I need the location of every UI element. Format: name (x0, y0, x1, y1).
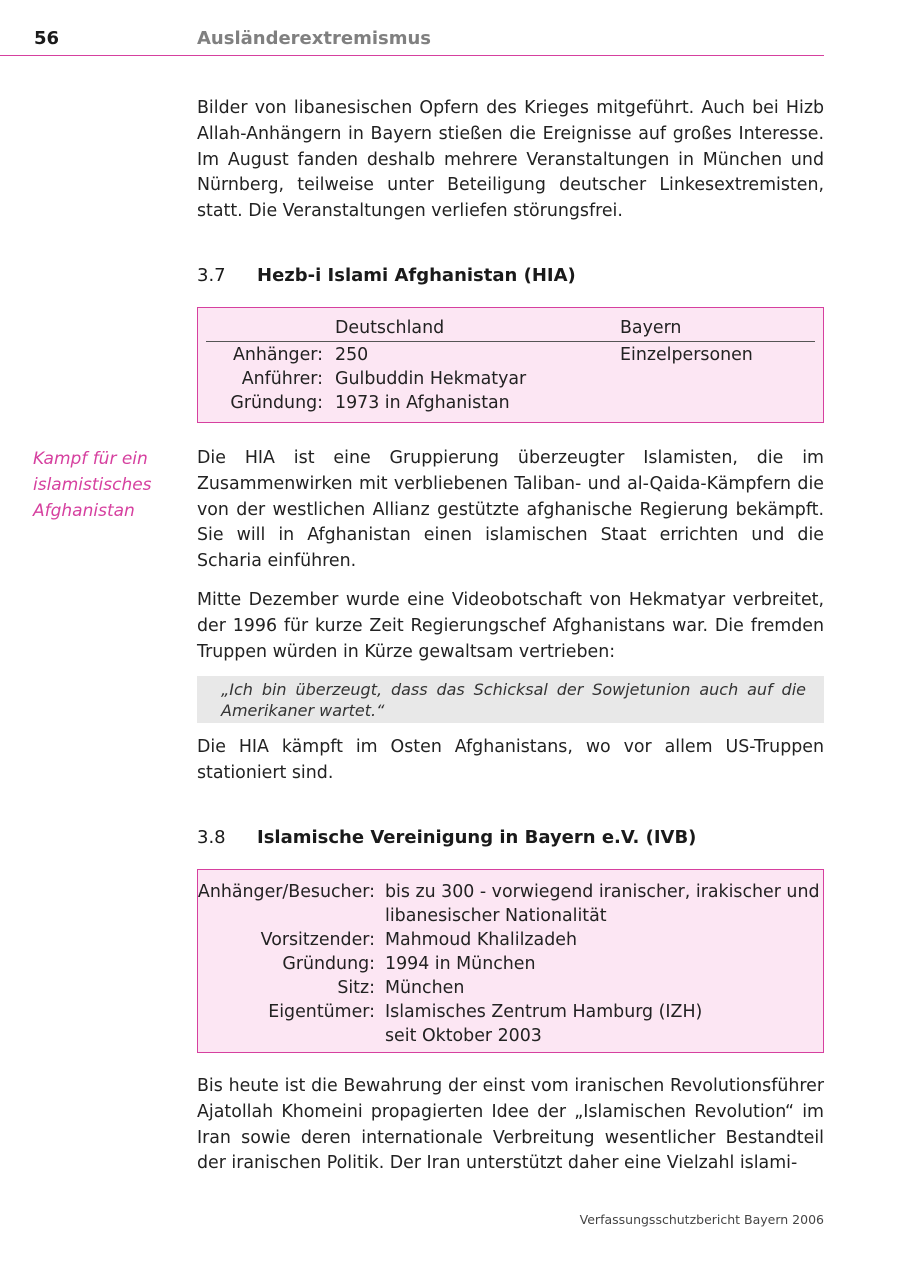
row-value: libanesischer Nationalität (385, 906, 607, 926)
row-label: Anhänger/Besucher: (197, 882, 375, 902)
row-value: 1994 in München (385, 954, 536, 974)
hia-box-header-row (198, 316, 823, 340)
ivb-info-box (197, 869, 824, 1053)
quote-text: „Ich bin überzeugt, dass das Schicksal der Sowjetunion auch auf die Amerikaner wartet.“ (221, 680, 806, 720)
row-value-germany: 1973 in Afghanistan (335, 393, 510, 413)
row-value-germany: 250 (335, 345, 369, 365)
row-label: Anführer: (241, 369, 323, 389)
table-row (198, 1024, 823, 1048)
section-title: Islamische Vereinigung in Bayern e.V. (IVB) (257, 827, 697, 848)
table-row (198, 976, 823, 1000)
row-label: Gründung: (230, 393, 323, 413)
table-row (198, 391, 823, 415)
column-header-bavaria: Bayern (620, 318, 682, 338)
table-row (198, 952, 823, 976)
row-value: Islamisches Zentrum Hamburg (IZH) (385, 1002, 703, 1022)
margin-note-line: Afghanistan (33, 500, 135, 521)
header-divider (0, 55, 824, 56)
margin-note-line: Kampf für ein (33, 449, 148, 469)
table-row (198, 343, 823, 367)
row-value: München (385, 978, 465, 998)
chapter-title: Ausländerextremismus (197, 28, 431, 49)
margin-note (33, 447, 183, 524)
intro-paragraph: Bilder von libanesischen Opfern des Krieges mitgeführt. Auch bei Hizb Allah-Anhängern in Bayern stießen die Ereignisse auf großes Interesse. Im August fanden deshalb mehrere Veranstaltungen in München und Nürnberg, teilweise unter Beteiligung deutscher Linkesextremisten, statt. Die Veranstaltungen verliefen störungsfrei. (197, 98, 824, 222)
row-value: Mahmoud Khalilzadeh (385, 930, 577, 950)
column-header-germany: Deutschland (335, 318, 445, 338)
row-label: Gründung: (282, 954, 375, 974)
section-heading-ivb (197, 827, 696, 848)
margin-note-line: islamistisches (33, 474, 152, 495)
hia-box-divider (206, 341, 815, 342)
quote-box (197, 676, 824, 723)
section-number: 3.7 (197, 265, 226, 286)
hia-paragraph-3: Die HIA kämpft im Osten Afghanistans, wo vor allem US-Truppen stationiert sind. (197, 737, 824, 783)
hia-paragraph-1: Die HIA ist eine Gruppierung überzeugter Islamisten, die im Zusammenwirken mit verbliebenen Taliban- und al-Qaida-Kämpfern die von der westlichen Allianz gestützte afghanische Regierung bekämpft. Sie will in Afghanistan einen islamischen Staat errichten und die Scharia einführen. (197, 448, 824, 572)
hia-paragraph-2: Mitte Dezember wurde eine Videobotschaft von Hekmatyar verbreitet, der 1996 für kurze Zeit Regierungschef Afghanistans war. Die fremden Truppen würden in Kürze gewaltsam vertrieben: (197, 590, 824, 662)
table-row (198, 904, 823, 928)
section-heading-hia (197, 265, 576, 286)
section-title: Hezb-i Islami Afghanistan (HIA) (257, 265, 576, 286)
row-label: Vorsitzender: (260, 930, 375, 950)
section-number: 3.8 (197, 827, 226, 848)
table-row (198, 880, 823, 904)
row-value-germany: Gulbuddin Hekmatyar (335, 369, 527, 389)
row-value: bis zu 300 - vorwiegend iranischer, irakischer und (385, 882, 820, 902)
table-row (198, 1000, 823, 1024)
row-label: Anhänger: (232, 345, 323, 365)
ivb-paragraph-1: Bis heute ist die Bewahrung der einst vom iranischen Revolutionsführer Ajatollah Khomeini propagierten Idee der „Islamischen Revolution“ im Iran sowie deren internationale Verbreitung wesentlicher Bestandteil der iranischen Politik. Der Iran unterstützt daher eine Vielzahl islami- (197, 1076, 824, 1174)
page-footer: Verfassungsschutzbericht Bayern 2006 (579, 1212, 824, 1227)
row-value-bavaria: Einzelpersonen (620, 345, 753, 365)
table-row (198, 367, 823, 391)
page-number: 56 (34, 28, 60, 49)
row-value: seit Oktober 2003 (385, 1026, 542, 1046)
table-row (198, 928, 823, 952)
row-label: Sitz: (337, 978, 375, 998)
row-label: Eigentümer: (268, 1002, 375, 1022)
hia-info-box (197, 307, 824, 423)
